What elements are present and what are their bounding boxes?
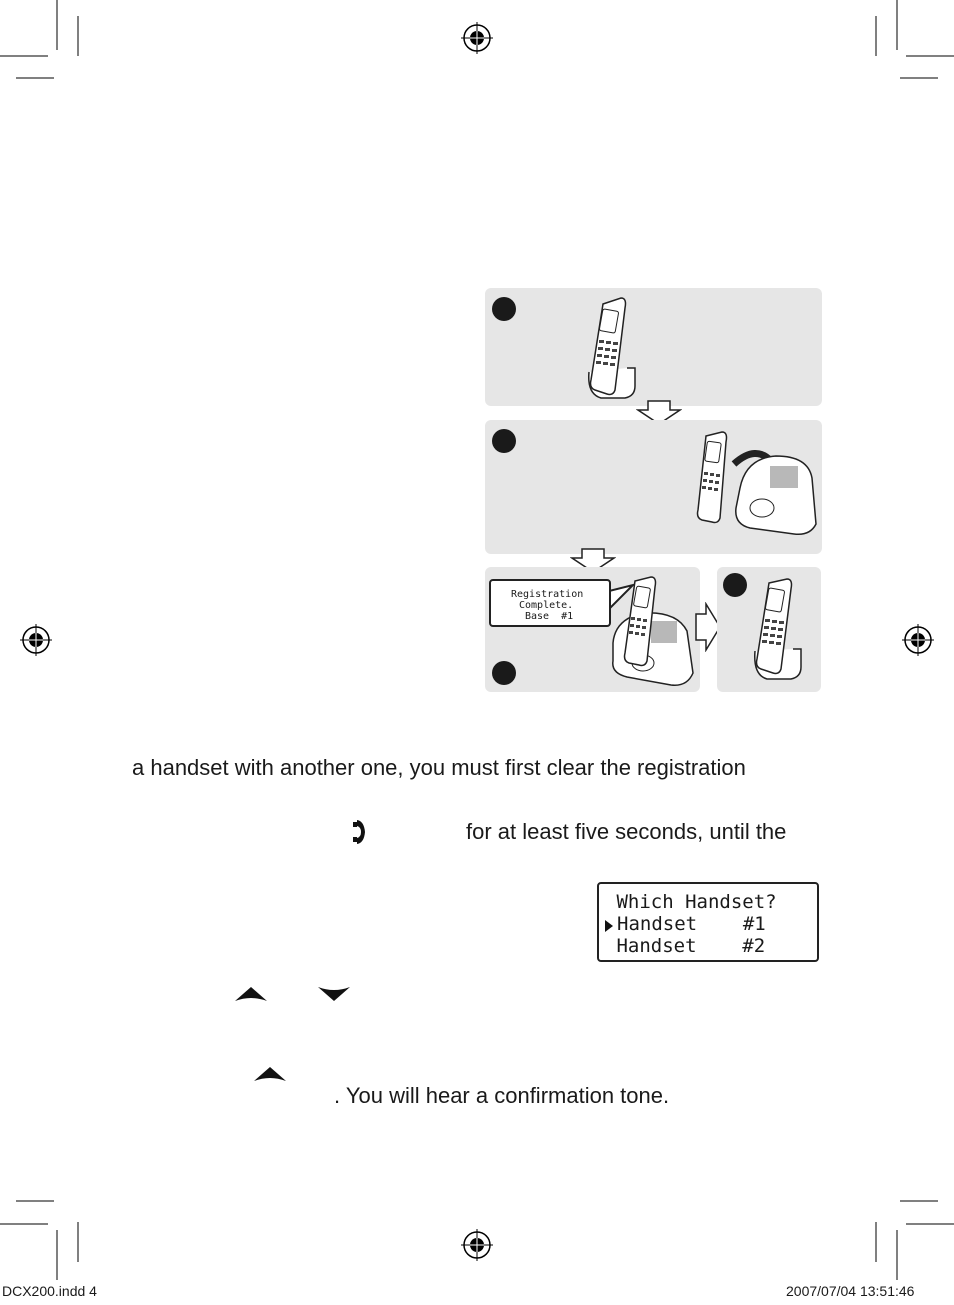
handset-in-charger-icon-2 (747, 575, 809, 683)
footer-timestamp: 2007/07/04 13:51:46 (786, 1283, 915, 1299)
footer-filename: DCX200.indd 4 (2, 1283, 97, 1299)
registration-target-bottom (461, 1229, 493, 1261)
display-line-2-text: Handset #1 (617, 913, 766, 935)
step1-panel (485, 288, 822, 406)
which-handset-display (597, 882, 819, 962)
cursor-arrow-icon (605, 920, 613, 932)
screen-line-1: Registration (511, 589, 584, 600)
callout-pointer (609, 583, 635, 613)
display-line-1: Which Handset? (605, 891, 777, 913)
step1-badge (492, 297, 516, 321)
step3-panel (485, 567, 700, 692)
registration-complete-screen (489, 579, 611, 627)
instruction-line-2: for at least five seconds, until the (466, 819, 787, 844)
display-line-3: Handset #2 (605, 935, 766, 957)
instruction-line-3: . You will hear a confirmation tone. (334, 1083, 670, 1108)
display-line-2 (605, 913, 817, 935)
step2-badge (492, 429, 516, 453)
instruction-line-1: a handset with another one, you must first clear the registration (132, 755, 746, 780)
screen-line-3: Base #1 (525, 611, 574, 622)
registration-target-right (902, 624, 934, 656)
screen-line-2: Complete. (519, 600, 574, 611)
up-arrow-icon (233, 986, 269, 1002)
down-arrow-icon (316, 986, 352, 1002)
phone-icon (352, 818, 368, 846)
handset-to-base-icon (690, 428, 820, 546)
step3-badge (492, 661, 516, 685)
step4-badge (723, 573, 747, 597)
registration-target-top (461, 22, 493, 54)
handset-in-charger-icon (581, 294, 645, 402)
registration-target-left (20, 624, 52, 656)
step2-panel (485, 420, 822, 554)
step4-panel (717, 567, 821, 692)
up-arrow-icon-2 (252, 1066, 288, 1082)
